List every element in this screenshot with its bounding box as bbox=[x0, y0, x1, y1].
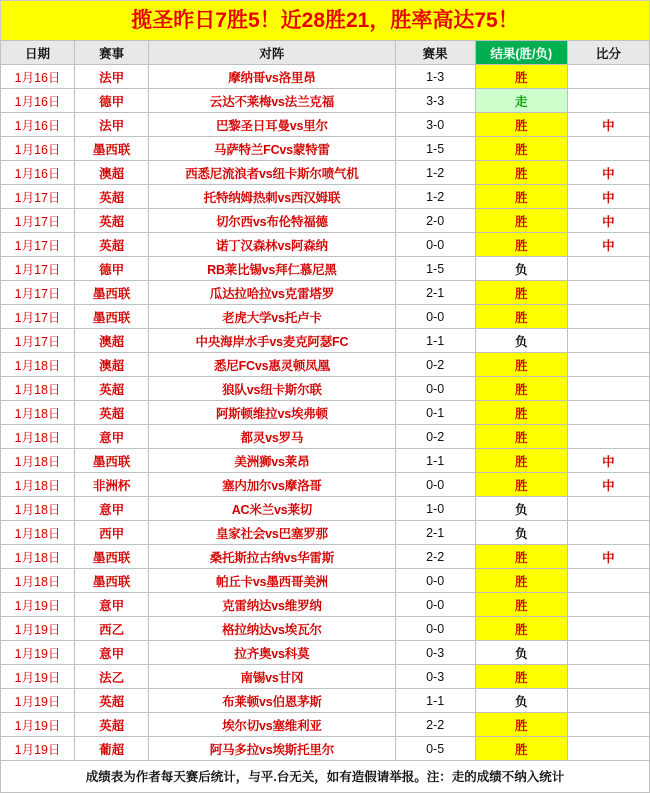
cell-date: 1月18日 bbox=[1, 377, 75, 401]
cell-bifen: 中 bbox=[567, 233, 649, 257]
cell-match: 克雷纳达vs维罗纳 bbox=[149, 593, 395, 617]
table-header bbox=[1, 41, 650, 65]
cell-league: 葡超 bbox=[75, 737, 149, 761]
cell-result: 负 bbox=[475, 257, 567, 281]
cell-league: 法乙 bbox=[75, 665, 149, 689]
cell-result: 胜 bbox=[475, 449, 567, 473]
cell-league: 墨西联 bbox=[75, 569, 149, 593]
cell-league: 西甲 bbox=[75, 521, 149, 545]
cell-date: 1月17日 bbox=[1, 257, 75, 281]
cell-bifen bbox=[567, 521, 649, 545]
cell-match: 桑托斯拉古纳vs华雷斯 bbox=[149, 545, 395, 569]
cell-score: 0-0 bbox=[395, 233, 475, 257]
cell-league: 墨西联 bbox=[75, 305, 149, 329]
cell-league: 墨西联 bbox=[75, 449, 149, 473]
cell-date: 1月16日 bbox=[1, 137, 75, 161]
cell-result: 胜 bbox=[475, 281, 567, 305]
cell-date: 1月16日 bbox=[1, 65, 75, 89]
cell-match: 托特纳姆热刺vs西汉姆联 bbox=[149, 185, 395, 209]
table-row bbox=[1, 641, 650, 665]
cell-date: 1月19日 bbox=[1, 617, 75, 641]
cell-league: 英超 bbox=[75, 377, 149, 401]
cell-result: 负 bbox=[475, 497, 567, 521]
cell-result: 胜 bbox=[475, 593, 567, 617]
table-row bbox=[1, 665, 650, 689]
cell-league: 英超 bbox=[75, 233, 149, 257]
cell-result: 走 bbox=[475, 89, 567, 113]
column-header-bifen: 比分 bbox=[567, 41, 649, 65]
cell-bifen bbox=[567, 65, 649, 89]
cell-score: 0-0 bbox=[395, 473, 475, 497]
cell-league: 墨西联 bbox=[75, 545, 149, 569]
cell-match: 西悉尼流浪者vs纽卡斯尔喷气机 bbox=[149, 161, 395, 185]
table-row bbox=[1, 449, 650, 473]
table-row bbox=[1, 137, 650, 161]
cell-result: 胜 bbox=[475, 185, 567, 209]
cell-bifen bbox=[567, 137, 649, 161]
cell-match: 阿斯顿维拉vs埃弗顿 bbox=[149, 401, 395, 425]
table-row bbox=[1, 617, 650, 641]
cell-match: 巴黎圣日耳曼vs里尔 bbox=[149, 113, 395, 137]
cell-result: 胜 bbox=[475, 617, 567, 641]
table-row bbox=[1, 353, 650, 377]
cell-bifen bbox=[567, 425, 649, 449]
results-table bbox=[0, 40, 650, 761]
cell-bifen: 中 bbox=[567, 113, 649, 137]
cell-result: 胜 bbox=[475, 305, 567, 329]
cell-date: 1月17日 bbox=[1, 329, 75, 353]
cell-date: 1月18日 bbox=[1, 449, 75, 473]
cell-date: 1月18日 bbox=[1, 353, 75, 377]
cell-match: 瓜达拉哈拉vs克雷塔罗 bbox=[149, 281, 395, 305]
banner-headline: 揽圣昨日7胜5！近28胜21，胜率高达75！ bbox=[0, 0, 650, 40]
column-header-match: 对阵 bbox=[149, 41, 395, 65]
cell-result: 胜 bbox=[475, 161, 567, 185]
cell-score: 0-1 bbox=[395, 401, 475, 425]
table-row bbox=[1, 737, 650, 761]
cell-match: 拉齐奥vs科莫 bbox=[149, 641, 395, 665]
cell-date: 1月18日 bbox=[1, 401, 75, 425]
cell-score: 0-3 bbox=[395, 665, 475, 689]
cell-result: 胜 bbox=[475, 65, 567, 89]
table-row bbox=[1, 161, 650, 185]
table-row bbox=[1, 89, 650, 113]
cell-result: 胜 bbox=[475, 401, 567, 425]
cell-score: 2-2 bbox=[395, 545, 475, 569]
cell-bifen bbox=[567, 593, 649, 617]
cell-score: 1-5 bbox=[395, 257, 475, 281]
cell-league: 意甲 bbox=[75, 593, 149, 617]
cell-bifen bbox=[567, 569, 649, 593]
cell-league: 墨西联 bbox=[75, 281, 149, 305]
cell-score: 1-3 bbox=[395, 65, 475, 89]
cell-date: 1月17日 bbox=[1, 185, 75, 209]
cell-date: 1月19日 bbox=[1, 593, 75, 617]
cell-league: 英超 bbox=[75, 185, 149, 209]
cell-score: 1-0 bbox=[395, 497, 475, 521]
cell-league: 英超 bbox=[75, 713, 149, 737]
cell-date: 1月18日 bbox=[1, 521, 75, 545]
cell-date: 1月17日 bbox=[1, 209, 75, 233]
cell-date: 1月19日 bbox=[1, 641, 75, 665]
cell-bifen: 中 bbox=[567, 209, 649, 233]
cell-bifen: 中 bbox=[567, 185, 649, 209]
cell-match: 埃尔切vs塞维利亚 bbox=[149, 713, 395, 737]
table-row bbox=[1, 521, 650, 545]
cell-score: 1-5 bbox=[395, 137, 475, 161]
cell-league: 英超 bbox=[75, 401, 149, 425]
cell-result: 胜 bbox=[475, 113, 567, 137]
cell-score: 0-0 bbox=[395, 377, 475, 401]
cell-bifen bbox=[567, 305, 649, 329]
cell-match: 帕丘卡vs墨西哥美洲 bbox=[149, 569, 395, 593]
cell-date: 1月18日 bbox=[1, 425, 75, 449]
cell-score: 0-0 bbox=[395, 569, 475, 593]
table-row bbox=[1, 713, 650, 737]
cell-league: 墨西联 bbox=[75, 137, 149, 161]
cell-bifen bbox=[567, 89, 649, 113]
cell-score: 2-2 bbox=[395, 713, 475, 737]
cell-score: 2-0 bbox=[395, 209, 475, 233]
cell-result: 胜 bbox=[475, 377, 567, 401]
cell-bifen bbox=[567, 665, 649, 689]
cell-match: RB莱比锡vs拜仁慕尼黑 bbox=[149, 257, 395, 281]
table-body bbox=[1, 65, 650, 761]
cell-date: 1月17日 bbox=[1, 281, 75, 305]
cell-result: 负 bbox=[475, 689, 567, 713]
cell-league: 非洲杯 bbox=[75, 473, 149, 497]
cell-match: 诺丁汉森林vs阿森纳 bbox=[149, 233, 395, 257]
column-header-date: 日期 bbox=[1, 41, 75, 65]
table-row bbox=[1, 473, 650, 497]
cell-bifen bbox=[567, 329, 649, 353]
cell-match: 阿马多拉vs埃斯托里尔 bbox=[149, 737, 395, 761]
cell-date: 1月17日 bbox=[1, 233, 75, 257]
cell-bifen: 中 bbox=[567, 161, 649, 185]
table-row bbox=[1, 305, 650, 329]
cell-match: 中央海岸水手vs麦克阿瑟FC bbox=[149, 329, 395, 353]
cell-league: 法甲 bbox=[75, 65, 149, 89]
cell-bifen bbox=[567, 377, 649, 401]
cell-result: 胜 bbox=[475, 209, 567, 233]
cell-score: 0-0 bbox=[395, 617, 475, 641]
cell-bifen bbox=[567, 257, 649, 281]
cell-match: 皇家社会vs巴塞罗那 bbox=[149, 521, 395, 545]
column-header-score: 赛果 bbox=[395, 41, 475, 65]
cell-result: 胜 bbox=[475, 737, 567, 761]
cell-result: 负 bbox=[475, 641, 567, 665]
cell-result: 胜 bbox=[475, 569, 567, 593]
cell-score: 0-2 bbox=[395, 425, 475, 449]
cell-match: 美洲狮vs莱昂 bbox=[149, 449, 395, 473]
cell-result: 负 bbox=[475, 521, 567, 545]
column-header-league: 赛事 bbox=[75, 41, 149, 65]
cell-bifen bbox=[567, 401, 649, 425]
cell-match: 摩纳哥vs洛里昂 bbox=[149, 65, 395, 89]
cell-bifen bbox=[567, 737, 649, 761]
cell-score: 3-3 bbox=[395, 89, 475, 113]
cell-bifen: 中 bbox=[567, 449, 649, 473]
table-row bbox=[1, 329, 650, 353]
cell-result: 胜 bbox=[475, 545, 567, 569]
cell-date: 1月18日 bbox=[1, 473, 75, 497]
table-row bbox=[1, 65, 650, 89]
cell-date: 1月18日 bbox=[1, 569, 75, 593]
table-row bbox=[1, 497, 650, 521]
cell-match: 马萨特兰FCvs蒙特雷 bbox=[149, 137, 395, 161]
cell-league: 西乙 bbox=[75, 617, 149, 641]
cell-bifen bbox=[567, 713, 649, 737]
cell-date: 1月19日 bbox=[1, 665, 75, 689]
cell-match: 南锡vs甘冈 bbox=[149, 665, 395, 689]
cell-league: 英超 bbox=[75, 209, 149, 233]
cell-bifen: 中 bbox=[567, 545, 649, 569]
cell-league: 英超 bbox=[75, 689, 149, 713]
cell-score: 1-2 bbox=[395, 161, 475, 185]
table-row bbox=[1, 401, 650, 425]
column-header-result: 结果(胜/负) bbox=[475, 41, 567, 65]
cell-result: 负 bbox=[475, 329, 567, 353]
table-row bbox=[1, 569, 650, 593]
cell-score: 1-1 bbox=[395, 449, 475, 473]
cell-result: 胜 bbox=[475, 353, 567, 377]
cell-result: 胜 bbox=[475, 713, 567, 737]
cell-result: 胜 bbox=[475, 233, 567, 257]
cell-league: 澳超 bbox=[75, 353, 149, 377]
cell-date: 1月18日 bbox=[1, 545, 75, 569]
cell-league: 法甲 bbox=[75, 113, 149, 137]
cell-match: 布莱顿vs伯恩茅斯 bbox=[149, 689, 395, 713]
table-row bbox=[1, 689, 650, 713]
table-row bbox=[1, 377, 650, 401]
table-row bbox=[1, 185, 650, 209]
cell-league: 意甲 bbox=[75, 641, 149, 665]
cell-bifen: 中 bbox=[567, 473, 649, 497]
cell-match: 云达不莱梅vs法兰克福 bbox=[149, 89, 395, 113]
cell-score: 2-1 bbox=[395, 521, 475, 545]
cell-match: 老虎大学vs托卢卡 bbox=[149, 305, 395, 329]
cell-score: 1-1 bbox=[395, 329, 475, 353]
cell-date: 1月19日 bbox=[1, 737, 75, 761]
cell-league: 澳超 bbox=[75, 329, 149, 353]
cell-score: 2-1 bbox=[395, 281, 475, 305]
cell-date: 1月18日 bbox=[1, 497, 75, 521]
cell-score: 3-0 bbox=[395, 113, 475, 137]
table-row bbox=[1, 281, 650, 305]
cell-score: 0-5 bbox=[395, 737, 475, 761]
table-row bbox=[1, 545, 650, 569]
cell-bifen bbox=[567, 497, 649, 521]
cell-score: 0-3 bbox=[395, 641, 475, 665]
cell-bifen bbox=[567, 353, 649, 377]
cell-bifen bbox=[567, 617, 649, 641]
cell-league: 德甲 bbox=[75, 257, 149, 281]
cell-result: 胜 bbox=[475, 137, 567, 161]
table-row bbox=[1, 113, 650, 137]
cell-result: 胜 bbox=[475, 473, 567, 497]
cell-match: 悉尼FCvs惠灵顿凤凰 bbox=[149, 353, 395, 377]
table-row bbox=[1, 425, 650, 449]
cell-league: 澳超 bbox=[75, 161, 149, 185]
cell-league: 德甲 bbox=[75, 89, 149, 113]
cell-bifen bbox=[567, 641, 649, 665]
footer-note: 成绩表为作者每天赛后统计，与平.台无关，如有造假请举报。注：走的成绩不纳入统计 bbox=[0, 761, 650, 793]
table-row bbox=[1, 593, 650, 617]
cell-score: 1-2 bbox=[395, 185, 475, 209]
cell-bifen bbox=[567, 689, 649, 713]
cell-date: 1月19日 bbox=[1, 713, 75, 737]
cell-bifen bbox=[567, 281, 649, 305]
cell-match: 塞内加尔vs摩洛哥 bbox=[149, 473, 395, 497]
cell-league: 意甲 bbox=[75, 425, 149, 449]
table-row bbox=[1, 209, 650, 233]
cell-date: 1月16日 bbox=[1, 161, 75, 185]
cell-date: 1月16日 bbox=[1, 89, 75, 113]
cell-match: AC米兰vs莱切 bbox=[149, 497, 395, 521]
cell-date: 1月19日 bbox=[1, 689, 75, 713]
cell-match: 格拉纳达vs埃瓦尔 bbox=[149, 617, 395, 641]
cell-match: 狼队vs纽卡斯尔联 bbox=[149, 377, 395, 401]
cell-date: 1月16日 bbox=[1, 113, 75, 137]
cell-date: 1月17日 bbox=[1, 305, 75, 329]
cell-match: 都灵vs罗马 bbox=[149, 425, 395, 449]
cell-match: 切尔西vs布伦特福德 bbox=[149, 209, 395, 233]
cell-league: 意甲 bbox=[75, 497, 149, 521]
cell-result: 胜 bbox=[475, 425, 567, 449]
table-header-row bbox=[1, 41, 650, 65]
table-row bbox=[1, 257, 650, 281]
table-row bbox=[1, 233, 650, 257]
cell-result: 胜 bbox=[475, 665, 567, 689]
cell-score: 1-1 bbox=[395, 689, 475, 713]
cell-score: 0-0 bbox=[395, 593, 475, 617]
cell-score: 0-0 bbox=[395, 305, 475, 329]
cell-score: 0-2 bbox=[395, 353, 475, 377]
